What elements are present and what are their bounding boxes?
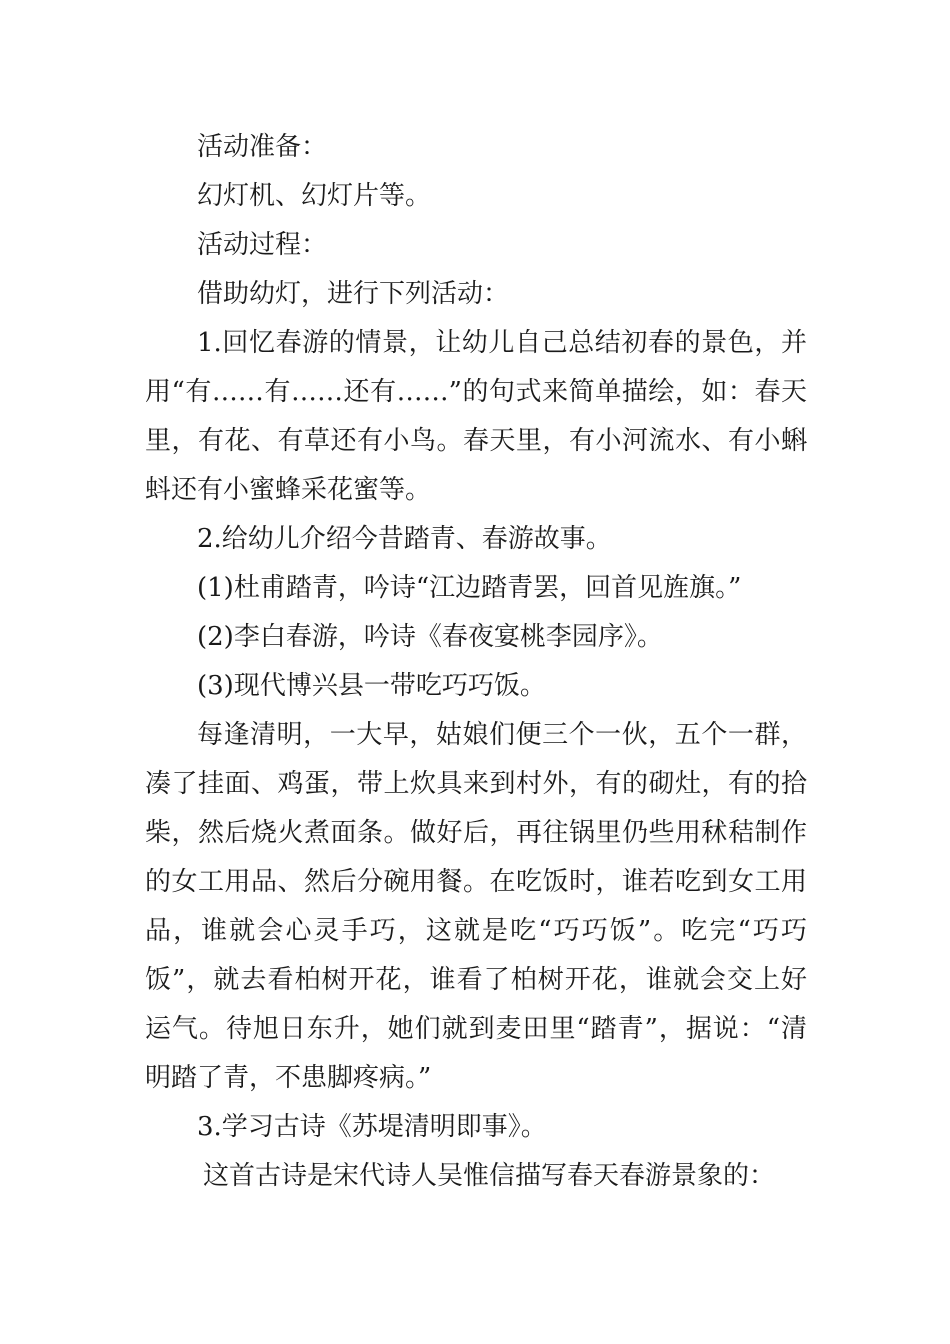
step-2-introduce-stories: 2.给幼儿介绍今昔踏青、春游故事。 <box>197 524 612 554</box>
story-boxing-county: (3)现代博兴县一带吃巧巧饭。 <box>197 671 546 701</box>
step-3-learn-poem: 3.学习古诗《苏堤清明即事》。 <box>197 1112 547 1142</box>
step-1-recall-spring-outing: 1.回忆春游的情景，让幼儿自己总结初春的景色，并用“有……有……还有……”的句式来简单描绘，如：春天里，有花、有草还有小鸟。春天里，有小河流水、有小蝌蚪还有小蜜蜂采花蜜等。 <box>145 328 807 505</box>
preparation-materials: 幻灯机、幻灯片等。 <box>197 181 432 211</box>
heading-activity-process: 活动过程： <box>197 230 328 260</box>
process-intro: 借助幼灯，进行下列活动： <box>197 279 510 309</box>
qiaoqiao-fan-custom: 每逢清明，一大早，姑娘们便三个一伙，五个一群，凑了挂面、鸡蛋，带上炊具来到村外，有的砌灶，有的拾柴，然后烧火煮面条。做好后，再往锅里仍些用秫秸制作的女工用品、然后分碗用餐。在吃饭时，谁若吃到女工用品，谁就会心灵手巧，这就是吃“巧巧饭”。吃完“巧巧饭”，就去看柏树开花，谁看了柏树开花，谁就会交上好运气。待旭日东升，她们就到麦田里“踏青”，据说：“清明踏了青，不患脚疼病。” <box>145 720 807 1093</box>
story-du-fu: (1)杜甫踏青，吟诗“江边踏青罢，回首见旌旗。” <box>197 573 742 603</box>
poem-introduction: 这首古诗是宋代诗人吴惟信描写春天春游景象的： <box>203 1161 776 1191</box>
story-li-bai: (2)李白春游，吟诗《春夜宴桃李园序》。 <box>197 622 663 652</box>
heading-activity-preparation: 活动准备： <box>197 132 328 162</box>
document-page <box>145 123 807 1201</box>
